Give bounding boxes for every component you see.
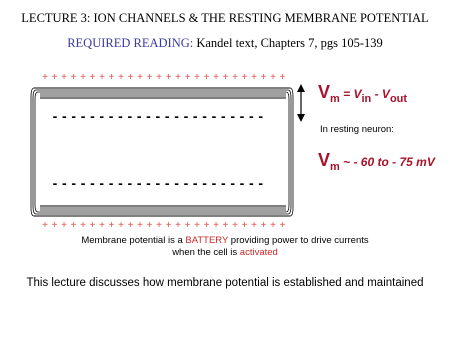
- minus-charge: -: [211, 175, 217, 191]
- eq-v: V: [318, 82, 331, 102]
- plus-charge: +: [222, 72, 229, 83]
- minus-charge: -: [174, 108, 179, 124]
- minus-charge: -: [127, 108, 133, 124]
- membrane-tube: [31, 88, 293, 216]
- plus-charge: +: [241, 72, 248, 83]
- minus-charge: -: [220, 175, 226, 191]
- lecture-title: LECTURE 3: ION CHANNELS & THE RESTING MEMBRANE POTENTIAL: [21, 11, 429, 25]
- minus-charge: -: [90, 108, 95, 124]
- minus-charge: -: [62, 175, 67, 191]
- minus-charge: -: [99, 108, 105, 124]
- minus-charge: -: [52, 108, 58, 124]
- minus-charge: -: [118, 108, 123, 124]
- plus-charge: +: [118, 72, 124, 83]
- plus-charge: +: [222, 220, 229, 231]
- minus-charge: -: [146, 175, 151, 191]
- plus-charge: +: [137, 72, 143, 83]
- plus-charge: +: [251, 220, 257, 231]
- plus-charge: +: [42, 72, 48, 83]
- plus-charge: +: [108, 220, 115, 231]
- minus-charge: -: [174, 175, 179, 191]
- plus-charge: +: [80, 220, 86, 231]
- plus-charge: +: [184, 220, 191, 231]
- plus-charge: +: [213, 220, 219, 231]
- plus-charge: +: [203, 72, 210, 83]
- plus-charge: +: [194, 72, 200, 83]
- plus-charge: +: [232, 220, 238, 231]
- plus-charge: +: [80, 72, 86, 83]
- battery-caption: [0, 235, 450, 259]
- plus-charge: +: [51, 220, 58, 231]
- eq-m-sub: m: [330, 93, 340, 105]
- outer-plus-charges-bottom: [42, 220, 286, 231]
- eq-equals: = V: [339, 87, 362, 101]
- minus-charge: -: [183, 175, 189, 191]
- resting-potential-value: [318, 150, 435, 173]
- plus-charge: +: [156, 72, 162, 83]
- battery-pre: Membrane potential is a: [81, 235, 186, 246]
- plus-charge: +: [175, 72, 181, 83]
- inner-minus-charges-top: [53, 108, 264, 124]
- minus-charge: -: [52, 175, 58, 191]
- minus-charge: -: [239, 175, 245, 191]
- minus-charge: -: [183, 108, 189, 124]
- plus-charge: +: [251, 72, 257, 83]
- plus-charge: +: [108, 72, 115, 83]
- minus-charge: -: [108, 108, 114, 124]
- minus-charge: -: [127, 175, 133, 191]
- plus-charge: +: [127, 220, 134, 231]
- minus-charge: -: [249, 175, 254, 191]
- plus-charge: +: [70, 220, 77, 231]
- minus-charge: -: [192, 108, 198, 124]
- plus-charge: +: [260, 72, 267, 83]
- plus-charge: +: [232, 72, 238, 83]
- minus-charge: -: [118, 175, 123, 191]
- outer-plus-charges-top: [42, 72, 286, 83]
- minus-charge: -: [71, 175, 77, 191]
- plus-charge: +: [270, 220, 276, 231]
- minus-charge: -: [155, 108, 161, 124]
- plus-charge: +: [175, 220, 181, 231]
- plus-charge: +: [213, 72, 219, 83]
- minus-charge: -: [192, 175, 198, 191]
- minus-charge: -: [164, 175, 170, 191]
- minus-charge: -: [90, 175, 95, 191]
- plus-charge: +: [89, 220, 96, 231]
- plus-charge: +: [127, 72, 134, 83]
- lecture-discussion-caption: This lecture discusses how membrane potential is established and maintained: [26, 277, 424, 289]
- minus-charge: -: [80, 175, 86, 191]
- plus-charge: +: [89, 72, 96, 83]
- battery-word: BATTERY: [185, 235, 229, 246]
- plus-charge: +: [42, 220, 48, 231]
- minus-charge: -: [136, 108, 142, 124]
- rest-m-sub: m: [330, 161, 340, 173]
- inner-minus-charges-bottom: [53, 175, 264, 191]
- minus-charge: -: [220, 108, 226, 124]
- voltage-arrow: [297, 84, 305, 122]
- minus-charge: -: [146, 108, 151, 124]
- plus-charge: +: [61, 220, 67, 231]
- minus-charge: -: [230, 108, 235, 124]
- plus-charge: +: [137, 220, 143, 231]
- plus-charge: +: [146, 72, 153, 83]
- eq-minus: - V: [371, 87, 390, 101]
- minus-charge: -: [249, 108, 254, 124]
- plus-charge: +: [203, 220, 210, 231]
- rest-v: V: [318, 150, 331, 170]
- minus-charge: -: [230, 175, 235, 191]
- plus-charge: +: [279, 220, 286, 231]
- minus-charge: -: [202, 108, 207, 124]
- minus-charge: -: [155, 175, 161, 191]
- plus-charge: +: [184, 72, 191, 83]
- battery-line2-pre: when the cell is: [172, 247, 240, 258]
- minus-charge: -: [202, 175, 207, 191]
- plus-charge: +: [70, 72, 77, 83]
- plus-charge: +: [118, 220, 124, 231]
- plus-charge: +: [156, 220, 162, 231]
- minus-charge: -: [71, 108, 77, 124]
- membrane-potential-equation: [318, 82, 407, 105]
- eq-in-sub: in: [361, 93, 372, 105]
- battery-post: providing power to drive currents: [228, 235, 369, 246]
- minus-charge: -: [211, 108, 217, 124]
- minus-charge: -: [164, 108, 170, 124]
- plus-charge: +: [51, 72, 58, 83]
- minus-charge: -: [99, 175, 105, 191]
- minus-charge: -: [62, 108, 67, 124]
- required-reading-label: REQUIRED READING:: [67, 36, 194, 50]
- eq-out-sub: out: [389, 93, 408, 105]
- plus-charge: +: [165, 72, 172, 83]
- minus-charge: -: [258, 108, 264, 124]
- plus-charge: +: [260, 220, 267, 231]
- plus-charge: +: [270, 72, 276, 83]
- minus-charge: -: [108, 175, 114, 191]
- minus-charge: -: [136, 175, 142, 191]
- plus-charge: +: [99, 220, 105, 231]
- resting-neuron-label: In resting neuron:: [320, 124, 394, 135]
- plus-charge: +: [279, 72, 286, 83]
- minus-charge: -: [80, 108, 86, 124]
- plus-charge: +: [165, 220, 172, 231]
- activated-word: activated: [239, 247, 278, 258]
- rest-value: ~ - 60 to - 75 mV: [339, 155, 435, 169]
- plus-charge: +: [61, 72, 67, 83]
- plus-charge: +: [146, 220, 153, 231]
- minus-charge: -: [258, 175, 264, 191]
- minus-charge: -: [239, 108, 245, 124]
- plus-charge: +: [241, 220, 248, 231]
- plus-charge: +: [194, 220, 200, 231]
- plus-charge: +: [99, 72, 105, 83]
- required-reading-text: Kandel text, Chapters 7, pgs 105-139: [196, 36, 383, 50]
